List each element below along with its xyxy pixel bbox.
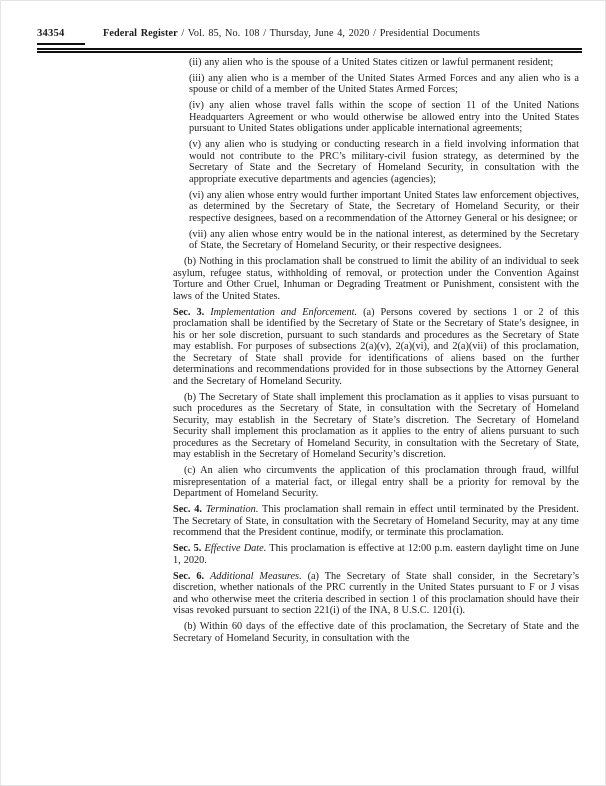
section-5-label: Sec. 5.: [173, 543, 202, 554]
clause-vii: (vii) any alien whose entry would be in the national interest, as determined by the Secretary of State, the Secretary of Homeland Security, or their respective designees.: [189, 228, 579, 251]
header-rule-thick: [37, 48, 582, 50]
running-head: [103, 28, 480, 39]
section-4-label: Sec. 4.: [173, 504, 202, 515]
section-4-paragraph: [173, 504, 579, 539]
section-6-paragraph: [173, 571, 579, 617]
section-3c-paragraph: (c) An alien who circumvents the application of this proclamation through fraud, willful misrepresentation of a material fact, or illegal entry shall be a priority for removal by the Department of Homeland Security.: [173, 465, 579, 499]
section-3-label: Sec. 3.: [173, 306, 205, 318]
header-citation: / Vol. 85, No. 108 / Thursday, June 4, 2020 / Presidential Documents: [181, 28, 480, 39]
section-3-title: Implementation and Enforcement.: [210, 306, 358, 318]
section-3-paragraph: [173, 307, 579, 388]
section-6-label: Sec. 6.: [173, 570, 205, 582]
clause-iv: (iv) any alien whose travel falls within the scope of section 11 of the United Nations Headquarters Agreement or who would otherwise be allowed entry into the United States pursuant to United States obligations under applicable international agreements;: [189, 100, 579, 134]
paragraph-b-limitations: (b) Nothing in this proclamation shall be construed to limit the ability of an individual to seek asylum, refugee status, withholding of removal, or protection under the Convention Against Torture and Other Cruel, Inhuman or Degrading Treatment or Punishment, consistent with the laws of the United States.: [173, 256, 579, 302]
clause-vi: (vi) any alien whose entry would further important United States law enforcement objectives, as determined by the Secretary of State, the Secretary of Homeland Security, or their respective designees, based on a recommendation of the Attorney General or his designee; or: [189, 189, 579, 224]
clause-iii: (iii) any alien who is a member of the United States Armed Forces and any alien who is a spouse or child of a member of the United States Armed Forces;: [189, 72, 579, 95]
header-rule-thin: [37, 51, 582, 53]
clause-ii: (ii) any alien who is the spouse of a United States citizen or lawful permanent resident;: [189, 56, 554, 68]
section-6-text: (a) The Secretary of State shall consider, in the Secretary’s discretion, whether nationals of the PRC currently in the United States pursuant to F or J visas and who otherwise meet the criteria described in section 1 of this proclamation should have their visas revoked pursuant to section 221(i) of the INA, 8 U.S.C. 1201(i).: [173, 570, 579, 616]
section-3-text: (a) Persons covered by sections 1 or 2 of this proclamation shall be identified by the Secretary of State or the Secretary of State’s designee, in his or her sole discretion, pursuant to such standards and procedures as the Secretary of State may establish. For purposes of subsections 2(a)(v), 2(a)(vi), and 2(a)(vii) of this proclamation, the Secretary of State shall provide for identifications of aliens based on the further determinations and recommendations provided for in those subsections by the Attorney General and the Secretary of Homeland Security.: [173, 306, 579, 387]
header-row: [37, 28, 582, 39]
folio-rule: [37, 43, 85, 46]
section-6b-paragraph: (b) Within 60 days of the effective date of this proclamation, the Secretary of State and the Secretary of Homeland Security, in consultation with the: [173, 621, 579, 644]
section-5-paragraph: [173, 543, 579, 566]
journal-name: Federal Register: [103, 28, 178, 39]
page-number: 34354: [37, 28, 65, 39]
section-4-text: This proclamation shall remain in effect until terminated by the President. The Secretary of State, in consultation with the Secretary of Homeland Security, may at any time recommend that the President continue, modify, or terminate this proclamation.: [173, 504, 579, 538]
document-body: [173, 57, 579, 645]
section-5-title: Effective Date.: [204, 543, 267, 554]
page-header: [1, 1, 605, 53]
section-3b-paragraph: (b) The Secretary of State shall implement this proclamation as it applies to visas pursuant to such procedures as the Secretary of State, in consultation with the Secretary of Homeland Security, may establish in the Secretary of State’s discretion. The Secretary of Homeland Security shall implement this proclamation as it applies to the entry of aliens pursuant to such procedures as the Secretary of Homeland Security, in consultation with the Secretary of State, may establish in the Secretary of Homeland Security’s discretion.: [173, 391, 579, 460]
section-5-text: This proclamation is effective at 12:00 p.m. eastern daylight time on June 1, 2020.: [173, 543, 580, 566]
clause-v: (v) any alien who is studying or conducting research in a field involving information that would not contribute to the PRC’s military-civil fusion strategy, as determined by the Secretary of State and the Secretary of Homeland Security, in consultation with the appropriate executive departments and agencies (agencies);: [189, 139, 579, 185]
section-4-title: Termination.: [205, 504, 259, 515]
section-6-title: Additional Measures.: [210, 570, 302, 582]
